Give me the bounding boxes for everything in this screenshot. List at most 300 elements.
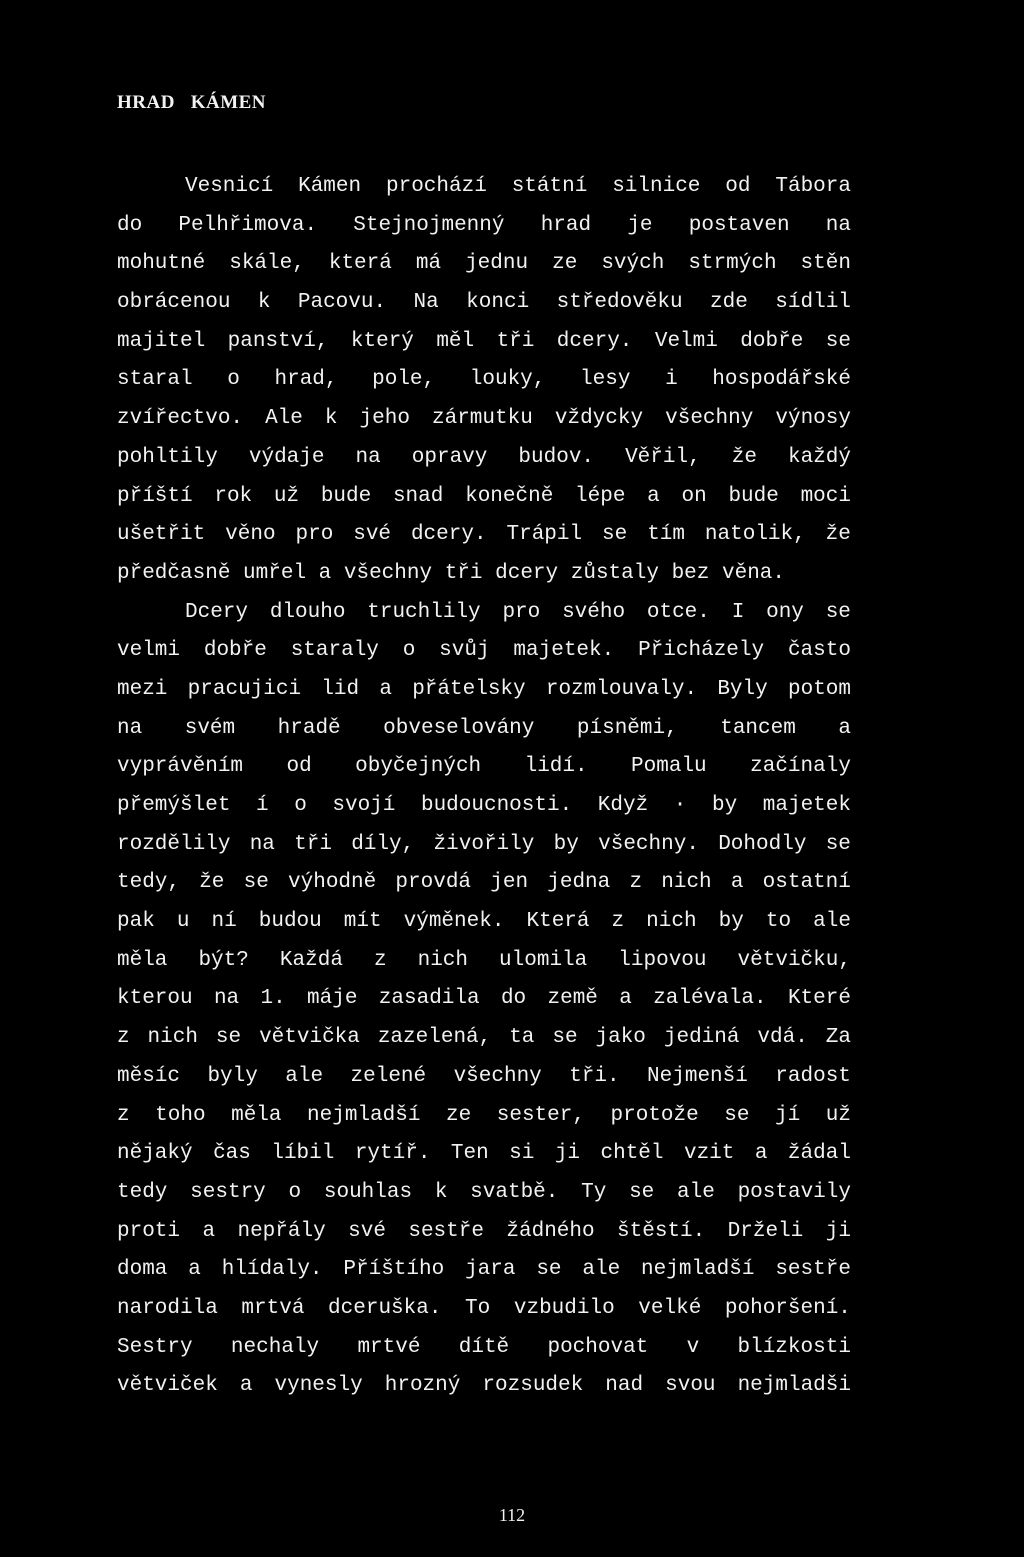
word: staraly	[290, 639, 379, 663]
word: louky,	[469, 368, 546, 392]
word: provdá	[395, 871, 472, 895]
word: mrtvé	[357, 1335, 421, 1359]
text-line	[117, 1135, 851, 1174]
word: k	[434, 1180, 448, 1204]
word: se	[243, 871, 269, 895]
word: Ale	[265, 407, 303, 431]
word: Věřil,	[625, 445, 701, 469]
word: vždycky	[554, 407, 644, 431]
word: z	[629, 871, 643, 895]
word: Pelhřimova.	[178, 213, 318, 237]
word: od	[725, 175, 751, 198]
text-line	[117, 671, 851, 710]
word: a	[647, 484, 660, 508]
word: ulomila	[499, 948, 588, 972]
word: všechny.	[598, 832, 699, 856]
word: už	[273, 484, 300, 508]
word: se	[552, 1026, 578, 1050]
text-line	[117, 478, 851, 517]
text-line	[117, 516, 851, 555]
text-line	[117, 1019, 851, 1058]
word: má	[415, 252, 442, 276]
word: ní	[211, 910, 237, 934]
word: rytíř.	[354, 1142, 431, 1166]
word: si	[509, 1142, 535, 1166]
word: Příštího	[343, 1258, 445, 1282]
word: byly	[207, 1064, 258, 1088]
word: Která	[526, 910, 590, 934]
word: hrozný	[384, 1374, 461, 1398]
word: nich	[147, 1026, 198, 1050]
word: živořily	[433, 832, 535, 856]
word: mít	[343, 910, 382, 934]
word: a	[754, 1142, 768, 1166]
word: že	[731, 445, 757, 469]
word: na	[355, 445, 381, 469]
word: země	[547, 987, 598, 1011]
word: hlídaly.	[221, 1258, 323, 1282]
text-line	[117, 207, 851, 246]
word: Dcery	[185, 600, 249, 624]
word: z	[611, 910, 625, 934]
word: na	[825, 213, 851, 237]
text-line	[117, 1251, 851, 1290]
word: k	[257, 291, 271, 315]
word: větvičku,	[737, 948, 851, 972]
word: souhlas	[323, 1180, 413, 1204]
word: truchlily	[367, 600, 481, 624]
word: se	[825, 832, 851, 856]
word: prochází	[385, 175, 487, 198]
word: pohoršení.	[724, 1296, 851, 1320]
word: středověku	[556, 291, 683, 315]
word: o	[227, 368, 240, 392]
word: zalévala.	[653, 987, 767, 1011]
word: to	[765, 910, 792, 934]
word: lipovou	[618, 948, 707, 972]
word: Přicházely	[638, 639, 765, 663]
word: začínaly	[750, 755, 851, 779]
word: ušetřit	[117, 523, 206, 547]
word: blízkosti	[737, 1335, 851, 1359]
word: rozsudek	[482, 1374, 584, 1398]
word: měsíc	[117, 1064, 181, 1088]
word: rozdělily	[117, 832, 231, 856]
word: ta	[509, 1026, 535, 1050]
word: své	[348, 1219, 386, 1243]
word: by	[711, 794, 738, 817]
word: Velmi	[654, 329, 718, 353]
word: jediná	[663, 1026, 740, 1050]
word: Na	[413, 291, 439, 315]
page-title: HRAD KÁMEN	[117, 92, 267, 113]
word: dobře	[203, 639, 267, 663]
word: do	[500, 987, 527, 1011]
word: hrad	[540, 213, 592, 237]
word: konečně	[465, 484, 554, 508]
word: majitel	[117, 329, 206, 353]
word: staral	[117, 368, 193, 392]
word: dcery.	[410, 523, 487, 547]
word: tři.	[569, 1064, 620, 1088]
word: Ten	[450, 1142, 489, 1166]
word: nich	[646, 910, 697, 934]
word: a	[318, 561, 344, 585]
word: on	[681, 484, 707, 508]
word: svých	[601, 252, 665, 276]
text-line	[117, 284, 851, 323]
word: sester,	[496, 1103, 585, 1127]
word: I	[731, 600, 745, 624]
word: štěstí.	[617, 1219, 706, 1243]
word: Byly	[717, 677, 768, 701]
word: Stejnojmenný	[353, 213, 505, 237]
word: protože	[610, 1103, 699, 1127]
word: lesy	[580, 368, 631, 392]
word: zármutku	[432, 407, 533, 431]
word: často	[787, 639, 851, 663]
text-line	[117, 1290, 851, 1329]
word: bude	[728, 484, 779, 508]
word: strmých	[688, 252, 777, 276]
word: mohutné	[117, 252, 206, 276]
word: nepřály	[237, 1219, 326, 1243]
word: ale	[677, 1180, 715, 1204]
word: nad	[605, 1374, 644, 1398]
word: ji	[825, 1219, 851, 1243]
word: státní	[511, 175, 588, 198]
word: žádného	[506, 1219, 595, 1243]
word: předčasně	[117, 561, 244, 585]
word: svatbě.	[470, 1180, 559, 1204]
word: na	[213, 987, 240, 1011]
word: se	[536, 1258, 562, 1282]
word: která	[328, 252, 392, 276]
text-line	[117, 361, 851, 400]
body-text	[117, 168, 851, 1406]
word: nich	[661, 871, 712, 895]
word: výnosy	[775, 407, 851, 431]
word: věno	[225, 523, 276, 547]
text-line	[117, 1213, 851, 1252]
word: 1.	[260, 987, 286, 1011]
word: zelené	[350, 1064, 427, 1088]
word: nejmladší	[307, 1103, 421, 1127]
word: jednu	[465, 252, 529, 276]
word: líbil	[271, 1142, 335, 1166]
word: věna.	[722, 561, 786, 585]
word: rok	[214, 484, 253, 508]
word: zazelená,	[377, 1026, 492, 1050]
text-line	[117, 787, 851, 826]
word: dítě	[458, 1335, 510, 1359]
text-line	[117, 942, 851, 981]
word: Ty	[581, 1180, 607, 1204]
text-line	[117, 439, 851, 478]
text-line	[117, 168, 851, 207]
word: tancem	[720, 716, 796, 740]
word: Vesnicí	[185, 175, 274, 198]
word: se	[602, 523, 628, 547]
word: pro	[502, 600, 541, 624]
page-number: 112	[498, 1505, 526, 1525]
word: pro	[295, 523, 334, 547]
word: hospodářské	[712, 368, 851, 392]
word: měla	[117, 948, 168, 972]
word: Kámen	[298, 175, 362, 198]
word: vzbudilo	[513, 1296, 615, 1320]
word: nechaly	[230, 1335, 320, 1359]
word: jara	[465, 1258, 516, 1282]
word: Nejmenší	[647, 1064, 748, 1088]
word: Sestry	[117, 1335, 193, 1359]
word: svém	[184, 716, 236, 740]
text-line	[117, 632, 851, 671]
word: mrtvá	[241, 1296, 305, 1320]
word: lid	[321, 677, 360, 701]
word: zvířectvo.	[117, 407, 244, 431]
word: Trápil	[506, 523, 583, 547]
word: Tábora	[775, 175, 851, 198]
word: sestře	[775, 1258, 851, 1282]
word: ale	[582, 1258, 621, 1282]
text-line	[117, 1329, 851, 1368]
word: vzit	[683, 1142, 735, 1166]
word: moci	[800, 484, 851, 508]
word: nějaký	[117, 1142, 193, 1166]
word: mezi	[117, 677, 168, 701]
word: tím	[647, 523, 685, 547]
word: svojí	[332, 794, 396, 817]
word: pochovat	[547, 1335, 649, 1359]
word: konci	[466, 291, 530, 315]
word: z	[117, 1026, 130, 1050]
text-line	[117, 245, 851, 284]
word: každý	[787, 445, 851, 469]
word: jen	[490, 871, 529, 895]
word: se	[825, 329, 851, 353]
word: k	[324, 407, 338, 431]
word: vynesly	[274, 1374, 363, 1398]
word: nejmladši	[737, 1374, 851, 1398]
word: postavily	[737, 1180, 851, 1204]
word: snad	[392, 484, 444, 508]
word: otce.	[646, 600, 710, 624]
word: se	[629, 1180, 655, 1204]
word: jedna	[547, 871, 611, 895]
word: ze	[552, 252, 578, 276]
word: Dohodly	[718, 832, 807, 856]
word: nich	[417, 948, 469, 972]
word: ale	[285, 1064, 324, 1088]
word: se	[724, 1103, 750, 1127]
word: měl	[436, 329, 475, 353]
text-line	[117, 1097, 851, 1136]
word: zůstaly	[570, 561, 672, 585]
word: a	[838, 716, 851, 740]
word: z	[117, 1103, 130, 1127]
word: od	[286, 755, 312, 779]
word: a	[730, 871, 744, 895]
word: panství,	[227, 329, 329, 353]
word: a	[379, 677, 392, 701]
word: sestry	[190, 1180, 266, 1204]
word: ze	[446, 1103, 472, 1127]
word: pohltily	[117, 445, 218, 469]
word: ·	[673, 794, 687, 817]
word: dceruška.	[328, 1296, 442, 1320]
word: větvička	[259, 1026, 360, 1050]
word: vyprávěním	[117, 755, 244, 779]
word: doma	[117, 1258, 168, 1282]
word: í	[256, 794, 269, 817]
word: a	[202, 1219, 216, 1243]
word: Každá	[279, 948, 343, 972]
word: do	[117, 213, 143, 237]
text-line	[117, 1058, 851, 1097]
word: výdaje	[248, 445, 325, 469]
text-line	[117, 710, 851, 749]
word: i	[665, 368, 678, 392]
word: velké	[638, 1296, 702, 1320]
word: z	[373, 948, 387, 972]
word: výměnek.	[403, 910, 505, 934]
word: máje	[307, 987, 358, 1011]
word: Pacovu.	[297, 291, 387, 315]
word: opravy	[411, 445, 488, 469]
word: být?	[198, 948, 249, 972]
word: výhodně	[288, 871, 377, 895]
word: radost	[775, 1064, 851, 1088]
word: písněmi,	[576, 716, 678, 740]
word: u	[176, 910, 190, 934]
word: a	[239, 1374, 253, 1398]
word: stěn	[800, 252, 851, 276]
word: svého	[562, 600, 626, 624]
word: ji	[554, 1142, 581, 1166]
word: pak	[117, 910, 155, 934]
text-line	[117, 555, 851, 594]
word: který	[350, 329, 414, 353]
word: o	[402, 639, 416, 663]
word: lidí.	[524, 755, 588, 779]
word: tři	[444, 561, 496, 585]
text-line	[117, 980, 851, 1019]
word: Pomalu	[631, 755, 707, 779]
word: bez	[671, 561, 722, 585]
word: obveselovány	[383, 716, 535, 740]
word: bude	[320, 484, 372, 508]
word: pracujici	[187, 677, 302, 701]
word: o	[288, 1180, 302, 1204]
word: své	[353, 523, 392, 547]
word: příští	[117, 484, 193, 508]
word: větviček	[117, 1374, 218, 1398]
text-line	[117, 748, 851, 787]
word: velmi	[117, 639, 181, 663]
word: dlouho	[269, 600, 346, 624]
word: o	[294, 794, 307, 817]
word: je	[627, 213, 653, 237]
text-line	[117, 864, 851, 903]
word: natolik,	[704, 523, 806, 547]
word: budoucnosti.	[420, 794, 573, 817]
word: budou	[258, 910, 322, 934]
word: Drželi	[727, 1219, 804, 1243]
word: tedy	[117, 1180, 168, 1204]
text-line	[117, 903, 851, 942]
word: ale	[813, 910, 851, 934]
word: v	[686, 1335, 700, 1359]
word: narodila	[117, 1296, 218, 1320]
word: jí	[775, 1103, 801, 1127]
word: by	[553, 832, 579, 856]
word: dcery	[495, 561, 571, 585]
text-line	[117, 594, 851, 633]
word: svou	[665, 1374, 716, 1398]
word: Když	[597, 794, 649, 817]
word: přemýšlet	[117, 794, 231, 817]
word: se	[825, 600, 851, 624]
word: hrad,	[274, 368, 338, 392]
word: majetek.	[513, 639, 615, 663]
word: To	[465, 1296, 491, 1320]
word: Za	[825, 1026, 851, 1050]
word: obyčejných	[355, 755, 482, 779]
word: tři	[496, 329, 535, 353]
word: by	[718, 910, 744, 934]
word: na	[117, 716, 143, 740]
word: měla	[231, 1103, 282, 1127]
word: zde	[710, 291, 748, 315]
word: svůj	[439, 639, 490, 663]
word: pole,	[372, 368, 436, 392]
word: že	[199, 871, 225, 895]
word: silnice	[612, 175, 701, 198]
word: dcery.	[556, 329, 633, 353]
word: a	[619, 987, 632, 1011]
word: postaven	[688, 213, 790, 237]
word: potom	[787, 677, 851, 701]
word: všechny	[453, 1064, 542, 1088]
word: lépe	[575, 484, 626, 508]
text-line	[117, 826, 851, 865]
word: obrácenou	[117, 291, 231, 315]
word: všechny	[665, 407, 754, 431]
word: že	[825, 523, 851, 547]
word: sestře	[408, 1219, 484, 1243]
word: zasadila	[378, 987, 480, 1011]
word: kterou	[117, 987, 193, 1011]
word: majetek	[762, 794, 851, 817]
word: ostatní	[762, 871, 851, 895]
text-line	[117, 1174, 851, 1213]
text-line	[117, 323, 851, 362]
word: umřel	[243, 561, 319, 585]
text-line	[117, 1367, 851, 1406]
word: sídlil	[775, 291, 851, 315]
word: přátelsky	[412, 677, 526, 701]
word: vdá.	[757, 1026, 808, 1050]
word: všechny	[343, 561, 445, 585]
word: ony	[766, 600, 804, 624]
word: Které	[787, 987, 851, 1011]
word: budov.	[518, 445, 595, 469]
word: tedy,	[117, 871, 181, 895]
word: rozmlouvaly.	[545, 677, 698, 701]
word: a	[188, 1258, 201, 1282]
word: jako	[595, 1026, 646, 1050]
